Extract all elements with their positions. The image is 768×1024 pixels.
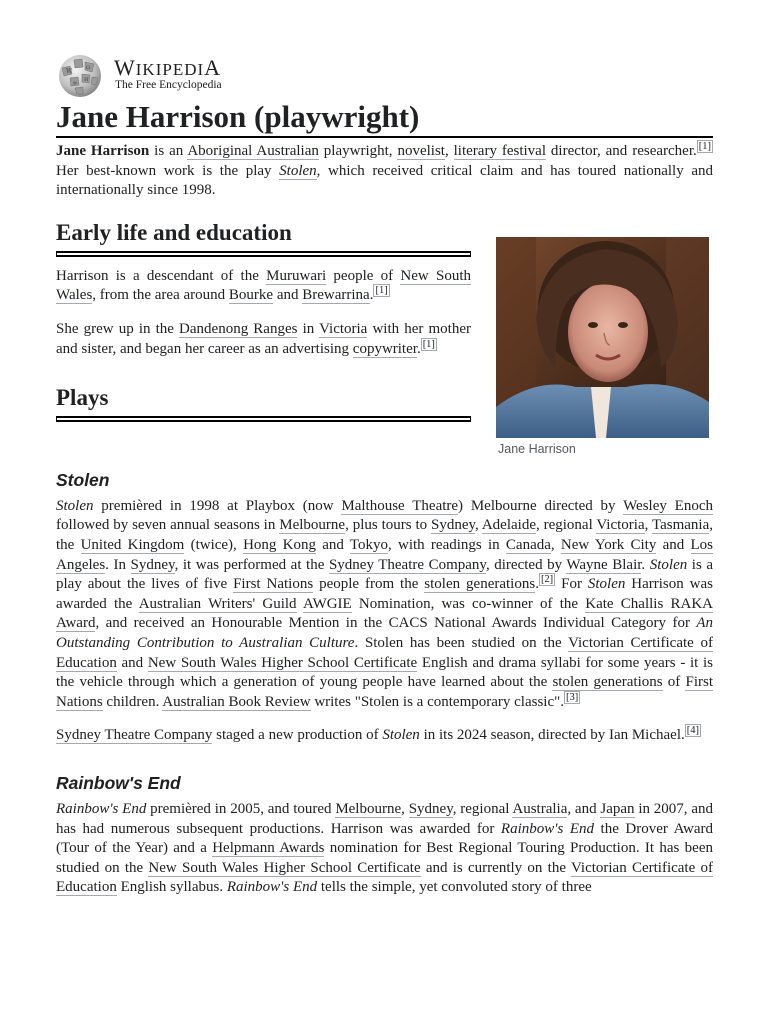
text-run: staged a new production of <box>212 727 383 744</box>
link-malthouse-theatre[interactable]: Malthouse Theatre <box>341 497 459 514</box>
text-run: , plus tours to <box>345 517 431 534</box>
citation-link[interactable]: [1] <box>422 338 435 350</box>
text-run: , regional <box>452 800 513 817</box>
link-melbourne[interactable]: Melbourne <box>335 800 402 817</box>
link-awgie[interactable]: AWGIE <box>302 595 352 612</box>
link-wayne-blair[interactable]: Wayne Blair <box>566 556 642 573</box>
text-run: , <box>401 800 409 817</box>
site-tagline: The Free Encyclopedia <box>115 79 222 91</box>
text-run: premièred in 2005, and toured <box>146 800 336 817</box>
text-run: , <box>475 517 482 534</box>
link-copywriter[interactable]: copywriter <box>352 340 417 357</box>
italic-title: Rainbow's End <box>226 879 318 896</box>
text-run: , with readings in <box>388 536 506 553</box>
text-run: , and <box>567 800 601 817</box>
link-los-angeles[interactable]: Los Angeles <box>56 536 713 573</box>
link-stolen[interactable]: Stolen <box>279 162 317 179</box>
text-run: , <box>644 517 652 534</box>
link-muruwari[interactable]: Muruwari <box>266 267 327 284</box>
early-life-section <box>56 218 713 463</box>
link-sydney-theatre-company[interactable]: Sydney Theatre Company <box>56 727 213 744</box>
text-run: . <box>535 576 539 593</box>
link-literary-festival[interactable]: literary festival <box>453 143 547 159</box>
stolen-paragraph-1 <box>56 497 713 713</box>
link-victorian-certificate-of-education[interactable]: Victorian Certificate of Education <box>56 634 713 671</box>
link-melbourne[interactable]: Melbourne <box>279 517 346 534</box>
section-heading-plays: Plays <box>56 383 471 418</box>
citation <box>539 573 555 586</box>
text-run <box>297 596 303 612</box>
italic-title: Stolen <box>56 497 94 514</box>
link-sydney[interactable]: Sydney <box>130 556 175 573</box>
text-run: nomination for Best Regional Touring Production. It has been studied on the <box>56 840 713 876</box>
link-new-south-wales[interactable]: New South Wales <box>56 267 471 304</box>
italic-title: Rainbow's End <box>500 820 594 837</box>
text-run: English syllabus. <box>116 879 227 896</box>
link-victoria[interactable]: Victoria <box>319 320 368 337</box>
text-run: (twice), <box>184 536 244 553</box>
link-dandenong-ranges[interactable]: Dandenong Ranges <box>179 320 298 337</box>
text-run: , the <box>56 517 713 553</box>
wikipedia-wordmark[interactable]: WIKIPEDIA <box>114 55 222 80</box>
link-victoria[interactable]: Victoria <box>596 517 645 534</box>
citation-link[interactable]: [2] <box>540 574 554 586</box>
article <box>56 52 713 898</box>
link-first-nations[interactable]: First Nations <box>233 576 314 593</box>
rainbows-end-paragraph <box>56 800 713 898</box>
text-run: in 2007, and has had numerous subsequent productions. Harrison was awarded for <box>56 800 713 837</box>
citation-link[interactable]: [1] <box>375 285 388 297</box>
link-novelist[interactable]: novelist <box>397 143 445 159</box>
italic-title: Rainbow's End <box>56 800 147 817</box>
text-run: people from the <box>313 576 425 593</box>
text-run: . In <box>105 556 131 573</box>
citation-link[interactable]: [1] <box>698 141 711 152</box>
text-run: and <box>315 536 350 553</box>
link-stolen-generations[interactable]: stolen generations <box>424 576 536 593</box>
link-first-nations[interactable]: First Nations <box>56 674 713 710</box>
text-run: children. <box>102 693 163 710</box>
italic-title: An Outstanding Contribution to Australian Culture <box>56 615 713 651</box>
text-run: , regional <box>535 517 597 534</box>
infobox-figure <box>496 237 709 456</box>
citation-link[interactable]: [4] <box>686 725 699 737</box>
early-life-paragraph-1: Harrison is a descendant of the Muruwari people of New South Wales, from the area around Bourke and Brewarrina. [1] <box>56 267 471 304</box>
link-new-south-wales-higher-school-certificate[interactable]: New South Wales Higher School Certificate <box>147 654 418 671</box>
page-title: Jane Harrison (playwright) <box>56 100 713 138</box>
link-kate-challis-raka-award[interactable]: Kate Challis RAKA Award <box>56 595 713 632</box>
text-run: . <box>641 556 650 573</box>
text-run: writes "Stolen is a contemporary classic". <box>310 693 564 710</box>
lead-paragraph: Jane Harrison is an Aboriginal Australian playwright, novelist, literary festival director, and researcher. [1] Her best-known work is the play Stolen, which received critical claim and has toured nationally and internationally since 1998. <box>56 141 713 199</box>
italic-title: Stolen <box>382 727 420 744</box>
link-hong-kong[interactable]: Hong Kong <box>243 536 316 553</box>
svg-text:Ω: Ω <box>86 65 91 71</box>
link-new-york-city[interactable]: New York City <box>560 536 657 553</box>
link-tokyo[interactable]: Tokyo <box>349 536 388 553</box>
wikipedia-globe-logo[interactable] <box>56 54 104 98</box>
text-run: For <box>555 576 588 593</box>
link-brewarrina[interactable]: Brewarrina <box>302 287 370 304</box>
italic-title: Stolen <box>587 576 626 593</box>
text-run: and is currently on the <box>420 859 571 876</box>
link-stolen-generations[interactable]: stolen generations <box>552 674 663 691</box>
text-run: English and drama syllabi for some years - it is the vehicle through which a generation of young people have learned about the <box>56 654 713 691</box>
photo-caption: Jane Harrison <box>498 441 576 456</box>
citation-link[interactable]: [3] <box>566 691 579 703</box>
text-run: and <box>656 536 691 553</box>
link-australian-writers-guild[interactable]: Australian Writers' Guild <box>138 595 297 612</box>
citation <box>685 724 701 737</box>
link-wesley-enoch[interactable]: Wesley Enoch <box>623 497 713 514</box>
svg-text:ψ: ψ <box>73 80 77 86</box>
link-new-south-wales-higher-school-certificate[interactable]: New South Wales Higher School Certificate <box>148 859 421 876</box>
subsection-heading-rainbows-end: Rainbow's End <box>56 772 181 793</box>
link-tasmania[interactable]: Tasmania <box>651 517 710 534</box>
link-united-kingdom[interactable]: United Kingdom <box>80 536 185 553</box>
early-life-paragraph-2: She grew up in the Dandenong Ranges in Victoria with her mother and sister, and began her career as an advertising copywriter. [1] <box>56 320 471 357</box>
portrait-photo[interactable] <box>496 237 709 438</box>
text-run: and <box>116 654 148 671</box>
subsection-heading-stolen: Stolen <box>56 469 110 490</box>
link-canada[interactable]: Canada <box>505 536 551 553</box>
section-heading-early-life: Early life and education <box>56 218 471 253</box>
link-helpmann-awards[interactable]: Helpmann Awards <box>212 840 325 857</box>
text-run: tells the simple, yet convoluted story of three <box>317 879 592 896</box>
link-bourke[interactable]: Bourke <box>228 287 274 304</box>
text-run: Harrison was awarded the <box>56 576 713 612</box>
text-run: premièred in 1998 at Playbox (now <box>93 497 342 514</box>
text-run: ) Melbourne directed by <box>458 497 624 514</box>
svg-text:W: W <box>66 68 73 75</box>
text-run: , it was performed at the <box>174 556 329 573</box>
text-run: in its 2024 season, directed by Ian Michael. <box>419 727 685 744</box>
text-run: Nomination, was co-winner of the <box>351 595 586 612</box>
link-japan[interactable]: Japan <box>600 800 635 817</box>
text-run: , <box>550 536 561 553</box>
link-australia[interactable]: Australia <box>512 800 568 817</box>
svg-text:И: И <box>84 77 89 83</box>
text-run: is a play about the lives of five <box>56 556 714 593</box>
text-run: . Stolen has been studied on the <box>354 634 569 651</box>
citation <box>564 691 580 704</box>
link-sydney[interactable]: Sydney <box>408 800 453 817</box>
early-life-column <box>56 218 471 418</box>
link-australian-book-review[interactable]: Australian Book Review <box>162 693 311 710</box>
text-run: followed by seven annual seasons in <box>56 517 280 534</box>
link-adelaide[interactable]: Adelaide <box>481 517 536 534</box>
link-sydney-theatre-company[interactable]: Sydney Theatre Company <box>328 556 486 573</box>
text-run: of <box>662 674 686 691</box>
text-run: the Drover Award (Tour of the Year) and a <box>56 820 714 857</box>
subject-name: Jane Harrison <box>56 143 150 159</box>
stolen-paragraph-2 <box>56 726 713 746</box>
site-header <box>56 52 713 100</box>
italic-title: Stolen <box>649 556 688 573</box>
link-sydney[interactable]: Sydney <box>431 517 476 534</box>
text-run: , and received an Honourable Mention in the CACS National Awards Individual Category for <box>95 615 697 632</box>
text-run: , directed by <box>485 556 567 573</box>
link-aboriginal-australian[interactable]: Aboriginal Australian <box>187 143 319 159</box>
link-victorian-certificate-of-education[interactable]: Victorian Certificate of Education <box>56 859 714 896</box>
